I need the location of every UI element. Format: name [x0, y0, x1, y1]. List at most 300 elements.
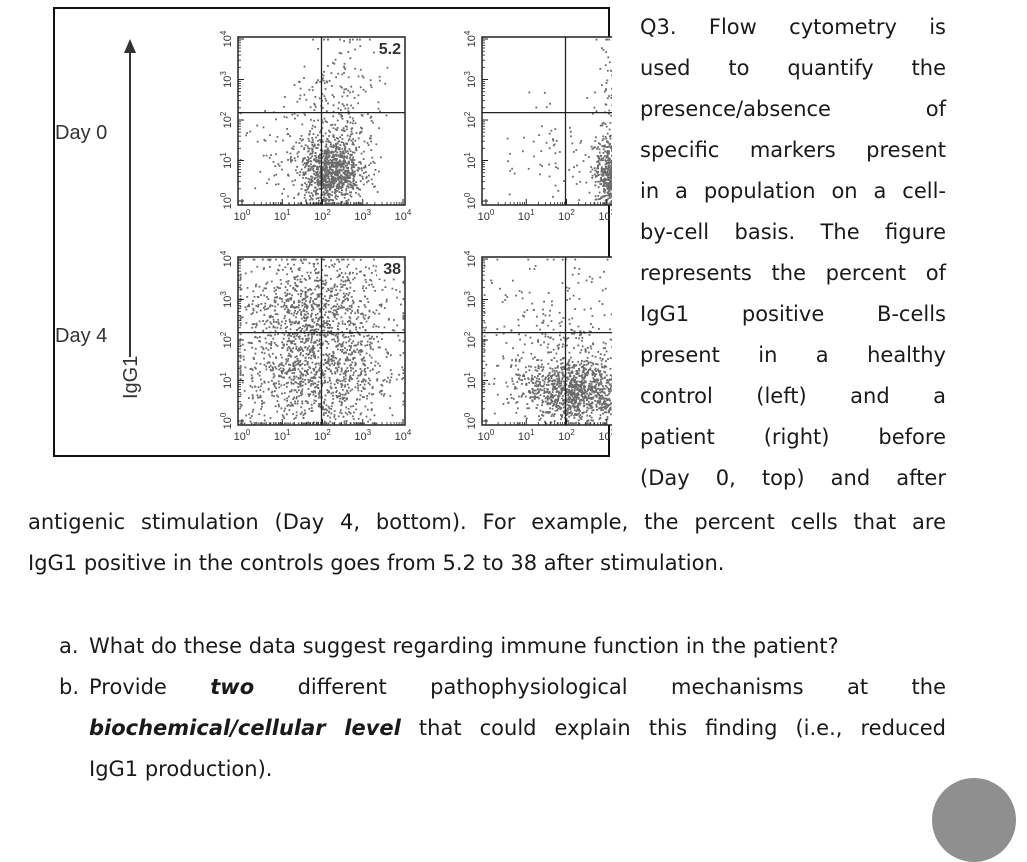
cell-event — [315, 96, 317, 98]
cell-event — [281, 362, 283, 364]
cell-event — [389, 395, 391, 397]
cell-event — [600, 376, 602, 378]
cell-event — [338, 179, 340, 181]
cell-event — [345, 370, 347, 372]
cell-event — [596, 167, 598, 169]
cell-event — [268, 354, 270, 356]
cell-event — [260, 310, 262, 312]
cell-event — [342, 321, 344, 323]
cell-event — [369, 370, 371, 372]
cell-event — [338, 333, 340, 335]
cell-event — [286, 405, 288, 407]
cell-event — [256, 305, 258, 307]
cell-event — [391, 373, 393, 375]
cell-event — [281, 193, 283, 195]
cell-event — [319, 81, 321, 83]
cell-event — [270, 369, 272, 371]
cell-event — [300, 259, 302, 261]
cell-event — [357, 385, 359, 387]
cell-event — [307, 369, 309, 371]
cell-event — [350, 105, 352, 107]
cell-event — [344, 400, 346, 402]
cell-event — [363, 396, 365, 398]
cell-event — [365, 315, 367, 317]
cell-event — [610, 413, 612, 415]
cell-event — [609, 197, 611, 199]
cell-event — [541, 360, 543, 362]
cell-event — [296, 335, 298, 337]
cell-event — [356, 273, 358, 275]
cell-event — [300, 413, 302, 415]
cell-event — [339, 395, 341, 397]
cell-event — [280, 354, 282, 356]
cell-event — [299, 142, 301, 144]
cell-event — [338, 203, 340, 205]
cell-event — [271, 392, 273, 394]
cell-event — [606, 126, 608, 128]
x-tick-label: $10^2$ — [558, 208, 575, 223]
cell-event — [337, 303, 339, 305]
cell-event — [301, 412, 303, 414]
cell-event — [306, 363, 308, 365]
cell-event — [274, 301, 276, 303]
cell-event — [348, 161, 350, 163]
cell-event — [244, 349, 246, 351]
cell-event — [255, 326, 257, 328]
plot-panel — [463, 30, 612, 223]
cell-event — [305, 144, 307, 146]
cell-event — [335, 191, 337, 193]
cell-event — [281, 321, 283, 323]
cell-event — [315, 314, 317, 316]
cell-event — [337, 349, 339, 351]
cell-event — [349, 138, 351, 140]
cell-event — [293, 197, 295, 199]
cell-event — [555, 152, 557, 154]
cell-event — [511, 168, 513, 170]
cell-event — [356, 399, 358, 401]
cell-event — [605, 136, 607, 138]
cell-event — [313, 133, 315, 135]
cell-event — [306, 372, 308, 374]
cell-event — [300, 352, 302, 354]
cell-event — [316, 339, 318, 341]
cell-event — [539, 164, 541, 166]
cell-event — [524, 415, 526, 417]
cell-event — [325, 395, 327, 397]
y-tick-label: $10^4$ — [219, 250, 234, 267]
cell-event — [595, 136, 597, 138]
cell-event — [295, 376, 297, 378]
cell-event — [329, 193, 331, 195]
cell-event — [349, 92, 351, 94]
cell-event — [304, 297, 306, 299]
cell-event — [329, 166, 331, 168]
cell-event — [302, 177, 304, 179]
cell-event — [375, 143, 377, 145]
cell-event — [336, 152, 338, 154]
cell-event — [332, 395, 334, 397]
cell-event — [330, 291, 332, 293]
cell-event — [299, 281, 301, 283]
cell-event — [311, 144, 313, 146]
cell-event — [610, 138, 612, 140]
cell-event — [317, 313, 319, 315]
cell-event — [314, 329, 316, 331]
cell-event — [300, 346, 302, 348]
cell-event — [330, 260, 332, 262]
cell-event — [301, 318, 303, 320]
cell-event — [286, 151, 288, 153]
cell-event — [579, 181, 581, 183]
cell-event — [335, 289, 337, 291]
cell-event — [340, 279, 342, 281]
cell-event — [306, 191, 308, 193]
cell-event — [363, 184, 365, 186]
cell-event — [307, 313, 309, 315]
cell-event — [264, 364, 266, 366]
cell-event — [248, 304, 250, 306]
cell-event — [307, 402, 309, 404]
cell-event — [295, 348, 297, 350]
cell-event — [576, 183, 578, 185]
cell-event — [297, 386, 299, 388]
cell-event — [595, 384, 597, 386]
cell-event — [290, 341, 292, 343]
cell-event — [340, 187, 342, 189]
cell-event — [284, 266, 286, 268]
cell-event — [316, 324, 318, 326]
cell-event — [275, 357, 277, 359]
cell-event — [525, 371, 527, 373]
cell-event — [345, 336, 347, 338]
cell-event — [368, 317, 370, 319]
cell-event — [281, 373, 283, 375]
cell-event — [607, 394, 609, 396]
cell-event — [364, 379, 366, 381]
cell-event — [349, 365, 351, 367]
cell-event — [281, 407, 283, 409]
cell-event — [592, 175, 594, 177]
cell-event — [260, 408, 262, 410]
cell-event — [373, 286, 375, 288]
cell-event — [325, 133, 327, 135]
cell-event — [328, 181, 330, 183]
cell-event — [611, 180, 612, 182]
cell-event — [307, 354, 309, 356]
cell-event — [292, 405, 294, 407]
cell-event — [594, 92, 596, 94]
cell-event — [305, 165, 307, 167]
cell-event — [360, 354, 362, 356]
cell-event — [603, 138, 605, 140]
cell-event — [337, 308, 339, 310]
cell-event — [350, 122, 352, 124]
cell-event — [273, 319, 275, 321]
cell-event — [568, 394, 570, 396]
cell-event — [507, 160, 509, 162]
cell-event — [295, 160, 297, 162]
cell-event — [311, 377, 313, 379]
x-tick-label: $10^0$ — [478, 208, 495, 223]
cell-event — [373, 265, 375, 267]
cell-event — [275, 330, 277, 332]
cell-event — [240, 394, 242, 396]
cell-event — [326, 290, 328, 292]
cell-event — [240, 357, 242, 359]
cell-event — [348, 181, 350, 183]
cell-event — [343, 130, 345, 132]
cell-event — [265, 338, 267, 340]
cell-event — [576, 370, 578, 372]
cell-event — [322, 166, 324, 168]
cell-event — [349, 273, 351, 275]
cell-event — [259, 375, 261, 377]
cell-event — [344, 421, 346, 423]
cell-event — [371, 357, 373, 359]
cell-event — [347, 150, 349, 152]
cell-event — [330, 278, 332, 280]
cell-event — [368, 164, 370, 166]
cell-event — [355, 370, 357, 372]
cell-event — [329, 417, 331, 419]
cell-event — [353, 324, 355, 326]
cell-event — [306, 311, 308, 313]
cell-event — [372, 349, 374, 351]
cell-event — [297, 333, 299, 335]
cell-event — [336, 318, 338, 320]
cell-event — [324, 377, 326, 379]
cell-event — [319, 296, 321, 298]
cell-event — [346, 349, 348, 351]
y-tick-label: $10^0$ — [219, 192, 234, 209]
cell-event — [309, 89, 311, 91]
cell-event — [303, 320, 305, 322]
cell-event — [355, 192, 357, 194]
y-tick-label: $10^3$ — [219, 71, 234, 88]
cell-event — [358, 352, 360, 354]
cell-event — [313, 266, 315, 268]
cell-event — [378, 108, 380, 110]
cell-event — [345, 342, 347, 344]
cell-event — [260, 294, 262, 296]
cell-event — [368, 393, 370, 395]
cell-event — [609, 203, 611, 205]
cell-event — [338, 415, 340, 417]
cell-event — [537, 375, 539, 377]
cell-event — [257, 306, 259, 308]
cell-event — [375, 270, 377, 272]
cell-event — [302, 378, 304, 380]
cell-event — [371, 402, 373, 404]
cell-event — [347, 120, 349, 122]
cell-event — [254, 336, 256, 338]
cell-event — [326, 110, 328, 112]
cell-event — [326, 187, 328, 189]
cell-event — [299, 309, 301, 311]
cell-event — [611, 97, 613, 99]
cell-event — [303, 381, 305, 383]
cell-event — [307, 349, 309, 351]
cell-event — [311, 304, 313, 306]
cell-event — [325, 146, 327, 148]
y-tick-label: $10^0$ — [463, 192, 478, 209]
cell-event — [344, 347, 346, 349]
cell-event — [603, 49, 605, 51]
y-tick-label: $10^2$ — [219, 111, 234, 128]
cell-event — [549, 133, 551, 135]
cell-event — [336, 294, 338, 296]
cell-event — [318, 157, 320, 159]
cell-event — [326, 324, 328, 326]
cell-event — [611, 155, 612, 157]
cell-event — [345, 373, 347, 375]
cell-event — [376, 423, 378, 425]
cell-event — [240, 278, 242, 280]
cell-event — [390, 376, 392, 378]
cell-event — [259, 286, 261, 288]
cell-event — [345, 375, 347, 377]
cell-event — [342, 138, 344, 140]
cell-event — [611, 390, 612, 392]
cell-event — [359, 45, 361, 47]
cell-event — [293, 383, 295, 385]
cell-event — [256, 363, 258, 365]
cell-event — [289, 321, 291, 323]
x-tick-label: $10^3$ — [354, 208, 371, 223]
cell-event — [267, 307, 269, 309]
cell-event — [385, 349, 387, 351]
cell-event — [310, 383, 312, 385]
cell-event — [323, 412, 325, 414]
cell-event — [310, 119, 312, 121]
cell-event — [295, 169, 297, 171]
cell-event — [301, 169, 303, 171]
cell-event — [551, 415, 553, 417]
cell-event — [599, 152, 601, 154]
cell-event — [340, 409, 342, 411]
cell-event — [318, 185, 320, 187]
cell-event — [261, 383, 263, 385]
cell-event — [544, 92, 546, 94]
cell-event — [371, 394, 373, 396]
cell-event — [349, 157, 351, 159]
cell-event — [399, 339, 401, 341]
cell-event — [331, 85, 333, 87]
cell-event — [569, 127, 571, 129]
cell-event — [353, 259, 355, 261]
cell-event — [347, 171, 349, 173]
cell-event — [277, 345, 279, 347]
cell-event — [522, 150, 524, 152]
cell-event — [379, 80, 381, 82]
cell-event — [548, 164, 550, 166]
cell-event — [379, 304, 381, 306]
cell-event — [336, 270, 338, 272]
cell-event — [315, 187, 317, 189]
cell-event — [308, 366, 310, 368]
cell-event — [342, 284, 344, 286]
cell-event — [570, 135, 572, 137]
cell-event — [354, 357, 356, 359]
cell-event — [328, 320, 330, 322]
cell-event — [324, 185, 326, 187]
cell-event — [322, 406, 324, 408]
cell-event — [328, 184, 330, 186]
cell-event — [301, 363, 303, 365]
cell-event — [331, 295, 333, 297]
cell-event — [278, 375, 280, 377]
cell-event — [307, 178, 309, 180]
cell-event — [259, 389, 261, 391]
cell-event — [608, 110, 610, 112]
cell-event — [266, 328, 268, 330]
cell-event — [274, 342, 276, 344]
cell-event — [333, 157, 335, 159]
cell-event — [341, 115, 343, 117]
cell-event — [301, 124, 303, 126]
cell-event — [568, 423, 570, 425]
cell-event — [324, 153, 326, 155]
cell-event — [263, 391, 265, 393]
cell-event — [389, 382, 391, 384]
cell-event — [284, 304, 286, 306]
row-label-day0: Day 0 — [55, 122, 107, 144]
cell-event — [281, 393, 283, 395]
cell-event — [366, 202, 368, 204]
cell-event — [317, 280, 319, 282]
cell-event — [242, 374, 244, 376]
cell-event — [363, 423, 365, 425]
cell-event — [606, 195, 608, 197]
cell-event — [307, 340, 309, 342]
cell-event — [263, 402, 265, 404]
cell-event — [340, 283, 342, 285]
cell-event — [287, 133, 289, 135]
cell-event — [507, 386, 509, 388]
cell-event — [348, 353, 350, 355]
cell-event — [342, 394, 344, 396]
cell-event — [494, 378, 496, 380]
cell-event — [258, 386, 260, 388]
cell-event — [600, 177, 602, 179]
cell-event — [281, 347, 283, 349]
x-tick-exponent: 4 — [407, 208, 412, 217]
cell-event — [339, 363, 341, 365]
cell-event — [552, 391, 554, 393]
cell-event — [332, 312, 334, 314]
cell-event — [255, 353, 257, 355]
cell-event — [549, 367, 551, 369]
cell-event — [589, 383, 591, 385]
cell-event — [279, 287, 281, 289]
cell-event — [328, 317, 330, 319]
cell-event — [338, 306, 340, 308]
cell-event — [323, 71, 325, 73]
cell-event — [253, 310, 255, 312]
cell-event — [274, 375, 276, 377]
cell-event — [611, 184, 612, 186]
cell-event — [252, 290, 254, 292]
cell-event — [374, 162, 376, 164]
cell-event — [323, 401, 325, 403]
cell-event — [283, 338, 285, 340]
cell-event — [546, 106, 548, 108]
cell-event — [305, 357, 307, 359]
cell-event — [362, 363, 364, 365]
cell-event — [579, 171, 581, 173]
cell-event — [290, 402, 292, 404]
